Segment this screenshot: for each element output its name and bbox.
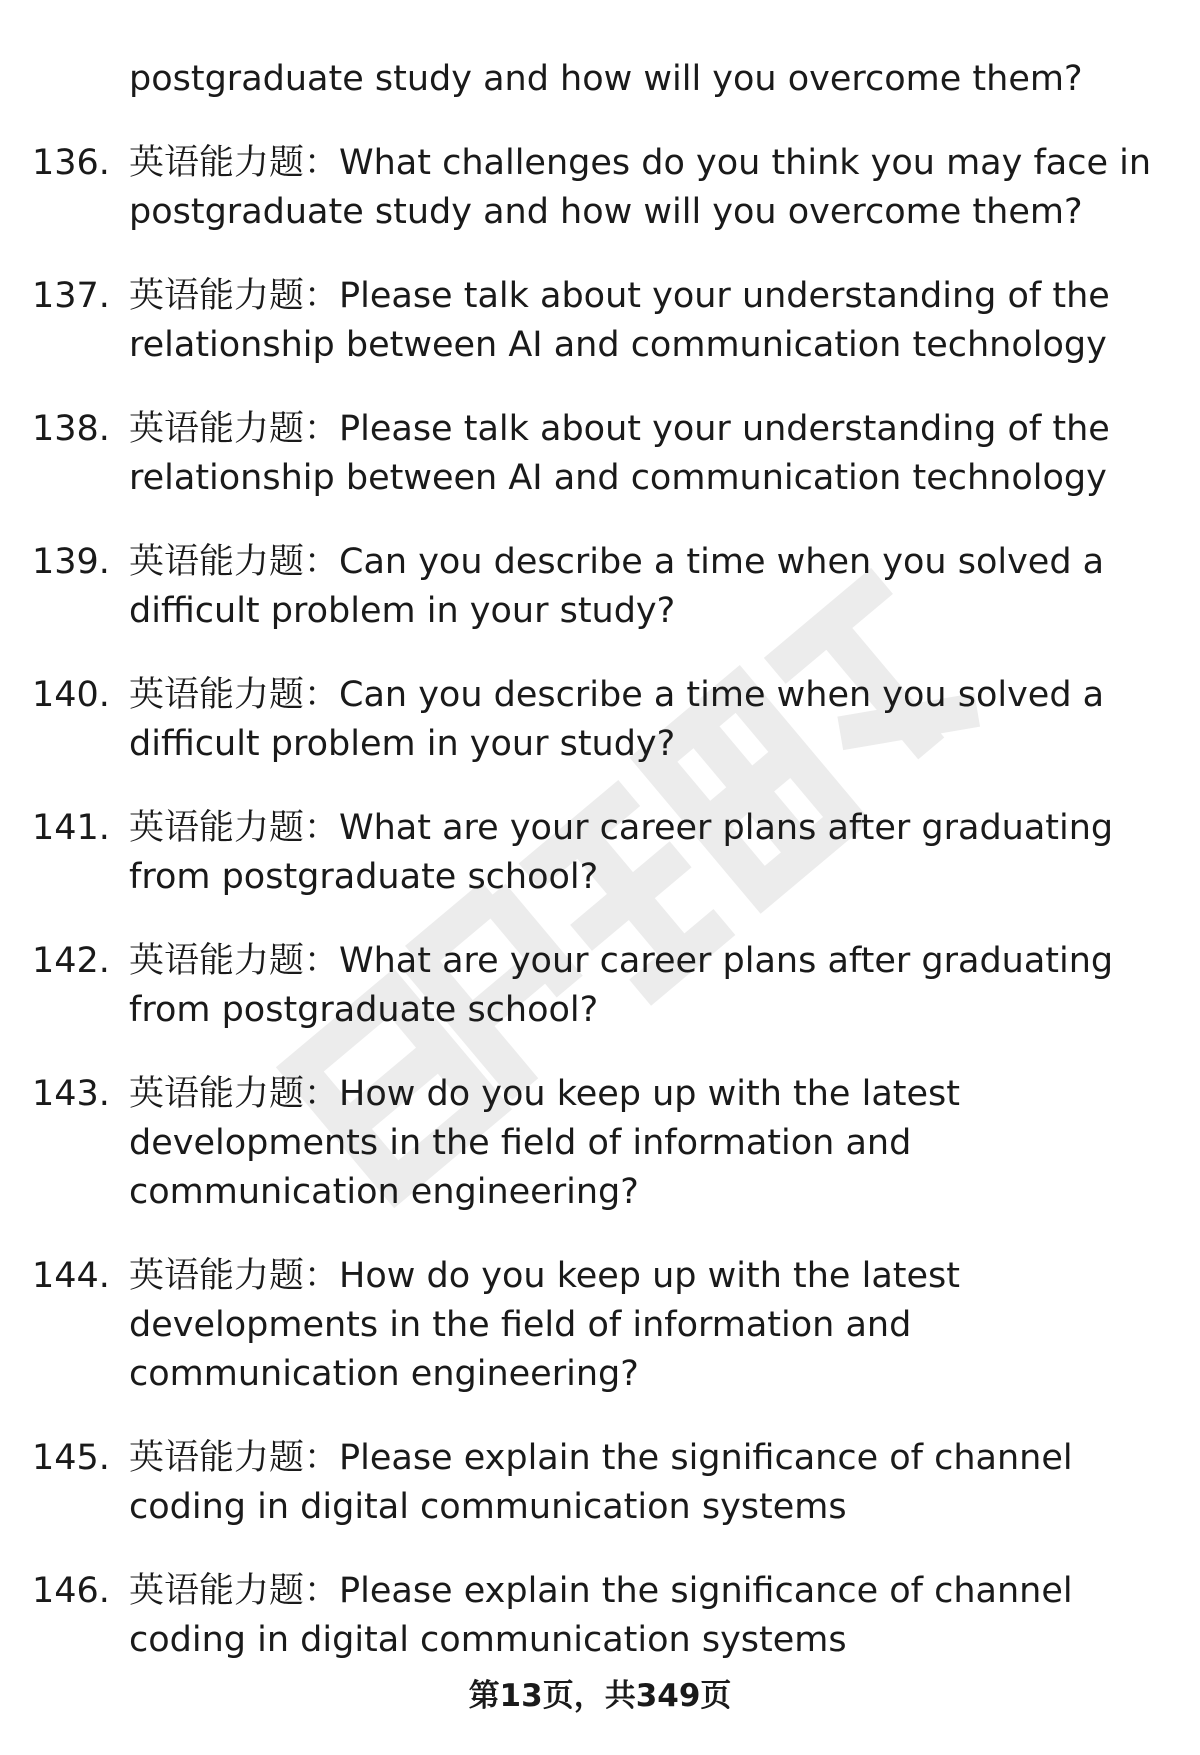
question-line-text: How do you keep up with the latest (339, 1074, 960, 1114)
question-line (129, 937, 1172, 986)
question-text (129, 937, 1172, 1035)
question-line (129, 1252, 1172, 1301)
question-number: 143. (32, 1074, 110, 1114)
question-line (129, 1070, 1172, 1119)
question-line (129, 1567, 1172, 1616)
question-category-label: 英语能力题： (129, 941, 340, 981)
question-number: 142. (32, 941, 110, 981)
question-line: postgraduate study and how will you overcome them? (129, 192, 1083, 232)
question-number: 138. (32, 409, 110, 449)
question-text (129, 1070, 1172, 1217)
question-line (129, 671, 1172, 720)
question-line: from postgraduate school? (129, 857, 599, 897)
question-number: 140. (32, 675, 110, 715)
question-number: 137. (32, 276, 110, 316)
question-item (32, 1434, 1172, 1532)
question-list (32, 55, 1172, 1665)
question-line: difficult problem in your study? (129, 591, 676, 631)
question-category-label: 英语能力题： (129, 675, 340, 715)
question-line: relationship between AI and communication technology (129, 325, 1107, 365)
question-line: coding in digital communication systems (129, 1620, 847, 1660)
question-line: coding in digital communication systems (129, 1487, 847, 1527)
question-line: developments in the field of information and (129, 1123, 912, 1163)
question-line (129, 1434, 1172, 1483)
question-line: difficult problem in your study? (129, 724, 676, 764)
question-item (32, 804, 1172, 902)
question-item (32, 1252, 1172, 1399)
question-text (129, 405, 1172, 503)
page-number-footer: 第13页，共349页 (468, 1678, 732, 1714)
question-text (129, 272, 1172, 370)
question-item (32, 937, 1172, 1035)
question-line-text: Please explain the significance of channel (339, 1438, 1073, 1478)
question-text (129, 804, 1172, 902)
question-text (129, 1252, 1172, 1399)
question-line-text: Can you describe a time when you solved a (339, 675, 1105, 715)
question-text (129, 671, 1172, 769)
question-category-label: 英语能力题： (129, 1074, 340, 1114)
question-number: 144. (32, 1256, 110, 1296)
continued-question-text: postgraduate study and how will you overcome them? (129, 59, 1083, 99)
question-line-text: What are your career plans after graduating (339, 941, 1114, 981)
question-line-text: Please explain the significance of channel (339, 1571, 1073, 1611)
question-line: from postgraduate school? (129, 990, 599, 1030)
question-text (129, 139, 1172, 237)
question-category-label: 英语能力题： (129, 1438, 340, 1478)
question-line-text: Please talk about your understanding of the (339, 409, 1110, 449)
question-line (129, 538, 1172, 587)
question-text (129, 1567, 1172, 1665)
question-number: 145. (32, 1438, 110, 1478)
question-number: 136. (32, 143, 110, 183)
question-item (32, 139, 1172, 237)
question-item (32, 671, 1172, 769)
question-line (129, 139, 1172, 188)
question-line: communication engineering? (129, 1172, 639, 1212)
question-item (32, 538, 1172, 636)
question-item (32, 272, 1172, 370)
question-item (32, 1567, 1172, 1665)
question-category-label: 英语能力题： (129, 143, 340, 183)
question-category-label: 英语能力题： (129, 542, 340, 582)
question-text (129, 538, 1172, 636)
question-category-label: 英语能力题： (129, 1256, 340, 1296)
question-category-label: 英语能力题： (129, 808, 340, 848)
question-line-text: Can you describe a time when you solved a (339, 542, 1105, 582)
question-number: 146. (32, 1571, 110, 1611)
question-line (129, 405, 1172, 454)
question-line-text: What challenges do you think you may face in (339, 143, 1152, 183)
question-line-text: Please talk about your understanding of the (339, 276, 1110, 316)
question-line-text: How do you keep up with the latest (339, 1256, 960, 1296)
question-line: developments in the field of information and (129, 1305, 912, 1345)
question-number: 141. (32, 808, 110, 848)
question-line: relationship between AI and communication technology (129, 458, 1107, 498)
question-line: communication engineering? (129, 1354, 639, 1394)
question-text (129, 1434, 1172, 1532)
question-line-text: What are your career plans after graduating (339, 808, 1114, 848)
question-item (32, 405, 1172, 503)
question-number: 139. (32, 542, 110, 582)
question-line (129, 804, 1172, 853)
question-line (129, 272, 1172, 321)
question-category-label: 英语能力题： (129, 1571, 340, 1611)
question-category-label: 英语能力题： (129, 409, 340, 449)
question-category-label: 英语能力题： (129, 276, 340, 316)
question-item (32, 1070, 1172, 1217)
